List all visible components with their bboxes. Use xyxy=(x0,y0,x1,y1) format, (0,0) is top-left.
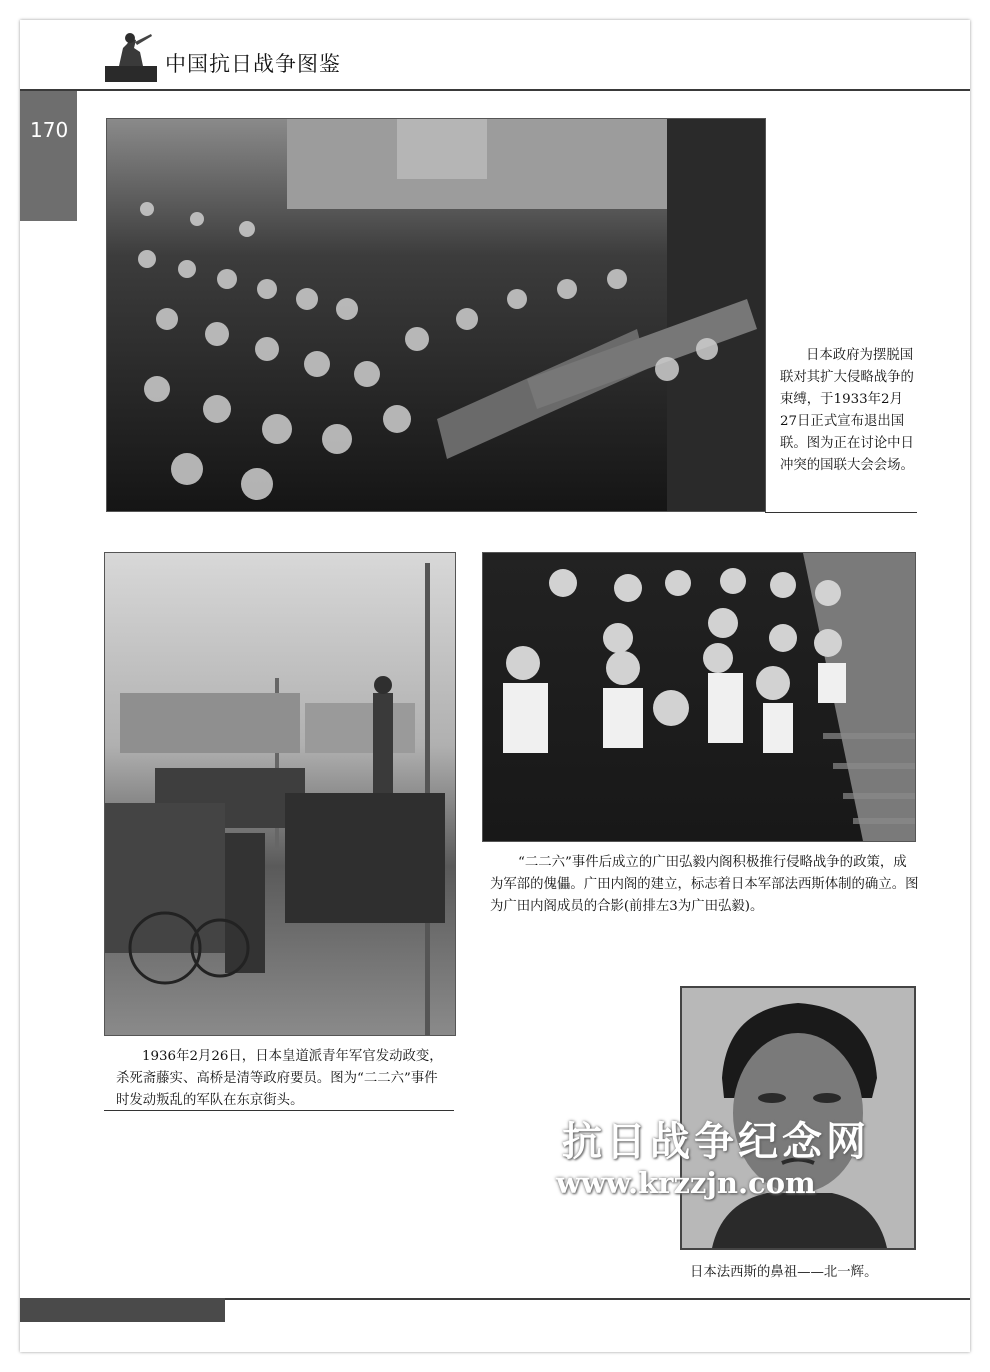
tokyo-caption-rule xyxy=(104,1110,454,1111)
tokyo-street-photo xyxy=(104,552,456,1036)
league-assembly-caption: 日本政府为摆脱国联对其扩大侵略战争的束缚，于1933年2月27日正式宣布退出国联。图为正在讨论中日冲突的国联大会会场。 xyxy=(780,348,914,473)
soldier-emblem-icon xyxy=(105,30,157,82)
watermark-url: www.krzzjn.com xyxy=(556,1166,816,1200)
league-assembly-photo xyxy=(106,118,766,512)
watermark-site-name: 抗日战争纪念网 xyxy=(562,1119,870,1165)
book-title: 中国抗日战争图鉴 xyxy=(165,52,341,76)
tokyo-street-caption: 1936年2月26日，日本皇道派青年军官发动政变，杀死斋藤实、高桥是清等政府要员。图为“二二六”事件时发动叛乱的军队在东京街头。 xyxy=(116,1049,443,1108)
footer-rule xyxy=(225,1298,970,1300)
header-rule xyxy=(20,89,970,91)
hirota-cabinet-photo xyxy=(482,552,916,842)
page-number: 170 xyxy=(30,118,69,142)
kita-ikki-caption: 日本法西斯的鼻祖——北一辉。 xyxy=(690,1265,878,1280)
hirota-cabinet-caption: “二二六”事件后成立的广田弘毅内阁积极推行侵略战争的政策，成为军部的傀儡。广田内阁的建立，标志着日本军部法西斯体制的确立。图为广田内阁成员的合影(前排左3为广田弘毅)。 xyxy=(490,855,919,914)
league-caption-rule xyxy=(765,512,917,513)
page-number-tab xyxy=(20,91,77,221)
footer-bar xyxy=(20,1298,225,1322)
